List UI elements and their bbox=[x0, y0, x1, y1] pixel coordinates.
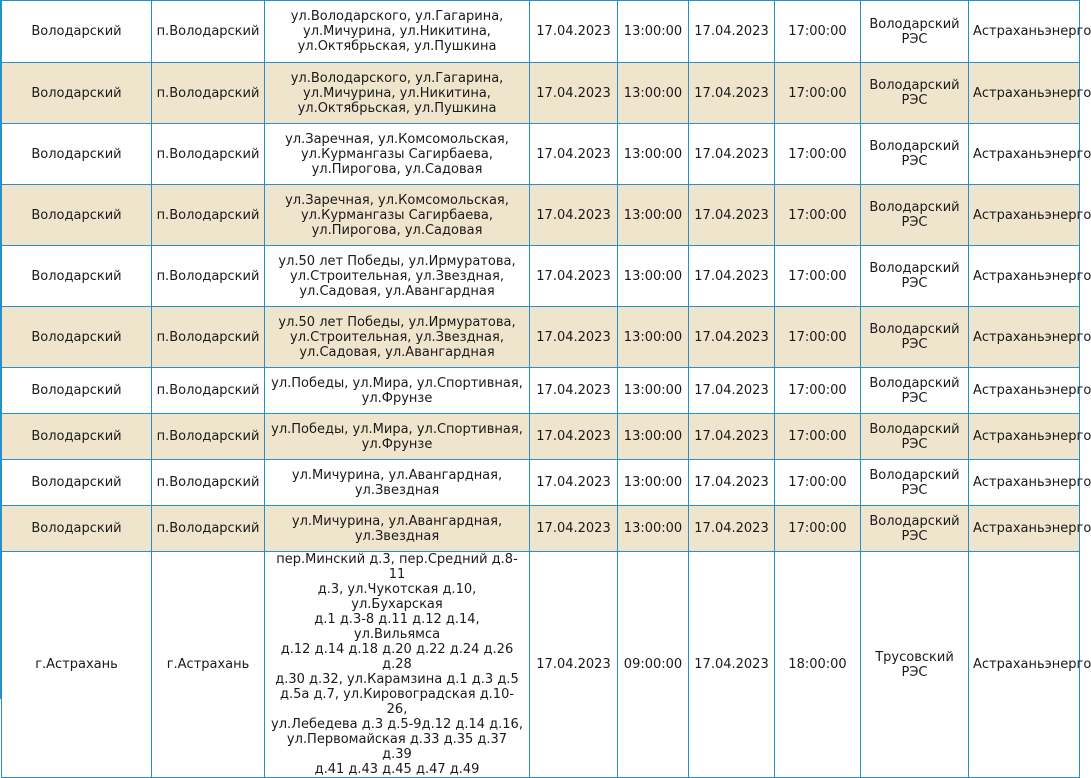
branch-line: Володарский bbox=[869, 467, 960, 483]
streets-line: д.30 д.32, ул.Карамзина д.1 д.3 д.5 bbox=[275, 672, 519, 687]
branch-line: Володарский bbox=[869, 322, 960, 337]
start-time-cell: 13:00:00 bbox=[618, 246, 689, 307]
organization-cell: Астраханьэнерго bbox=[969, 414, 1080, 460]
organization-cell: Астраханьэнерго bbox=[969, 307, 1080, 368]
end-date-cell: 17.04.2023 bbox=[689, 307, 775, 368]
end-time-cell: 17:00:00 bbox=[775, 185, 861, 246]
start-date-cell: 17.04.2023 bbox=[530, 506, 618, 552]
district-cell: Володарский bbox=[2, 506, 152, 552]
end-date-cell: 17.04.2023 bbox=[689, 246, 775, 307]
locality-cell: п.Володарский bbox=[152, 63, 265, 124]
streets-line: ул.Володарского, ул.Гагарина, bbox=[290, 9, 504, 24]
streets-cell bbox=[265, 63, 530, 124]
branch-line: РЭС bbox=[901, 436, 928, 452]
streets-line: ул.Курмангазы Сагирбаева, bbox=[300, 146, 493, 162]
organization-cell: Астраханьэнерго bbox=[969, 368, 1080, 414]
streets-line: д.12 д.14 д.18 д.20 д.22 д.24 д.26 д.28 bbox=[280, 642, 514, 672]
streets-cell bbox=[265, 185, 530, 246]
start-date-cell: 17.04.2023 bbox=[530, 185, 618, 246]
branch-line: РЭС bbox=[901, 215, 928, 230]
streets-line: д.1 д.3-8 д.11 д.12 д.14, ул.Вильямса bbox=[314, 612, 480, 642]
start-date-cell: 17.04.2023 bbox=[530, 307, 618, 368]
locality-cell: п.Володарский bbox=[152, 307, 265, 368]
table-row bbox=[2, 124, 1080, 185]
locality-cell: п.Володарский bbox=[152, 246, 265, 307]
district-cell: Володарский bbox=[2, 246, 152, 307]
branch-line: Володарский bbox=[869, 261, 960, 276]
end-time-cell: 17:00:00 bbox=[775, 414, 861, 460]
streets-line: ул.Фрунзе bbox=[361, 390, 433, 406]
branch-line: Володарский bbox=[869, 16, 960, 32]
streets-line: ул.Заречная, ул.Комсомольская, bbox=[285, 192, 509, 208]
end-time-cell: 17:00:00 bbox=[775, 368, 861, 414]
table-row bbox=[2, 246, 1080, 307]
start-time-cell: 13:00:00 bbox=[618, 124, 689, 185]
locality-cell: г.Астрахань bbox=[152, 552, 265, 778]
streets-line: ул.Победы, ул.Мира, ул.Спортивная, bbox=[271, 421, 523, 437]
branch-line: Володарский bbox=[869, 78, 960, 93]
start-date-cell: 17.04.2023 bbox=[530, 1, 618, 63]
end-date-cell: 17.04.2023 bbox=[689, 185, 775, 246]
start-time-cell: 13:00:00 bbox=[618, 1, 689, 63]
district-cell: Володарский bbox=[2, 63, 152, 124]
streets-line: ул.Мичурина, ул.Никитина, bbox=[303, 24, 491, 39]
locality-cell: п.Володарский bbox=[152, 1, 265, 63]
table-row bbox=[2, 460, 1080, 506]
streets-line: д.3, ул.Чукотская д.10, ул.Бухарская bbox=[317, 582, 477, 612]
branch-cell bbox=[861, 63, 969, 124]
end-time-cell: 17:00:00 bbox=[775, 1, 861, 63]
streets-line: ул.Строительная, ул.Звездная, bbox=[290, 268, 504, 284]
district-cell: г.Астрахань bbox=[2, 552, 152, 778]
start-date-cell: 17.04.2023 bbox=[530, 246, 618, 307]
streets-line: ул.Звездная bbox=[354, 482, 440, 498]
organization-cell: Астраханьэнерго bbox=[969, 185, 1080, 246]
table-row bbox=[2, 414, 1080, 460]
start-date-cell: 17.04.2023 bbox=[530, 414, 618, 460]
streets-line: ул.Пирогова, ул.Садовая bbox=[311, 161, 483, 177]
streets-line: д.41 д.43 д.45 д.47 д.49 bbox=[314, 762, 480, 777]
end-time-cell: 17:00:00 bbox=[775, 506, 861, 552]
branch-cell bbox=[861, 124, 969, 185]
end-date-cell: 17.04.2023 bbox=[689, 1, 775, 63]
end-time-cell: 17:00:00 bbox=[775, 63, 861, 124]
start-date-cell: 17.04.2023 bbox=[530, 552, 618, 778]
locality-cell: п.Володарский bbox=[152, 185, 265, 246]
streets-cell bbox=[265, 246, 530, 307]
branch-line: РЭС bbox=[901, 31, 928, 47]
district-cell: Володарский bbox=[2, 368, 152, 414]
streets-line: ул.Володарского, ул.Гагарина, bbox=[290, 70, 504, 86]
end-date-cell: 17.04.2023 bbox=[689, 124, 775, 185]
streets-cell bbox=[265, 307, 530, 368]
branch-line: Володарский bbox=[869, 139, 960, 154]
streets-cell bbox=[265, 506, 530, 552]
branch-line: Володарский bbox=[869, 200, 960, 215]
end-time-cell: 17:00:00 bbox=[775, 124, 861, 185]
district-cell: Володарский bbox=[2, 185, 152, 246]
branch-cell bbox=[861, 246, 969, 307]
streets-line: ул.Мичурина, ул.Никитина, bbox=[303, 85, 491, 101]
streets-line: ул.Курмангазы Сагирбаева, bbox=[300, 207, 493, 223]
streets-line: ул.Победы, ул.Мира, ул.Спортивная, bbox=[271, 375, 523, 391]
locality-cell: п.Володарский bbox=[152, 368, 265, 414]
district-cell: Володарский bbox=[2, 124, 152, 185]
start-time-cell: 13:00:00 bbox=[618, 460, 689, 506]
end-date-cell: 17.04.2023 bbox=[689, 506, 775, 552]
end-time-cell: 17:00:00 bbox=[775, 307, 861, 368]
branch-line: РЭС bbox=[901, 482, 928, 498]
table-body bbox=[2, 1, 1091, 778]
streets-cell bbox=[265, 552, 530, 778]
streets-line: ул.Звездная bbox=[354, 528, 440, 544]
branch-cell bbox=[861, 414, 969, 460]
streets-line: ул.Садовая, ул.Авангардная bbox=[299, 283, 495, 299]
start-time-cell: 13:00:00 bbox=[618, 307, 689, 368]
start-time-cell: 13:00:00 bbox=[618, 506, 689, 552]
organization-cell: Астраханьэнерго bbox=[969, 506, 1080, 552]
outage-schedule-table bbox=[1, 0, 1091, 778]
locality-cell: п.Володарский bbox=[152, 506, 265, 552]
end-date-cell: 17.04.2023 bbox=[689, 460, 775, 506]
streets-line: ул.Пирогова, ул.Садовая bbox=[311, 222, 483, 238]
branch-line: Володарский bbox=[869, 375, 960, 391]
organization-cell: Астраханьэнерго bbox=[969, 246, 1080, 307]
district-cell: Володарский bbox=[2, 307, 152, 368]
start-time-cell: 13:00:00 bbox=[618, 185, 689, 246]
end-time-cell: 17:00:00 bbox=[775, 460, 861, 506]
table-row bbox=[2, 185, 1080, 246]
start-time-cell: 09:00:00 bbox=[618, 552, 689, 778]
table-row bbox=[2, 506, 1080, 552]
branch-cell bbox=[861, 307, 969, 368]
branch-cell bbox=[861, 1, 969, 63]
end-date-cell: 17.04.2023 bbox=[689, 368, 775, 414]
table-row bbox=[2, 552, 1080, 778]
end-date-cell: 17.04.2023 bbox=[689, 414, 775, 460]
start-date-cell: 17.04.2023 bbox=[530, 368, 618, 414]
table-row bbox=[2, 1, 1080, 63]
start-time-cell: 13:00:00 bbox=[618, 414, 689, 460]
streets-cell bbox=[265, 1, 530, 63]
organization-cell: Астраханьэнерго bbox=[969, 1, 1080, 63]
streets-line: пер.Минский д.3, пер.Средний д.8-11 bbox=[276, 552, 518, 582]
table-row bbox=[2, 307, 1080, 368]
start-date-cell: 17.04.2023 bbox=[530, 63, 618, 124]
end-date-cell: 17.04.2023 bbox=[689, 63, 775, 124]
organization-cell: Астраханьэнерго bbox=[969, 63, 1080, 124]
streets-line: ул.Мичурина, ул.Авангардная, bbox=[291, 467, 503, 483]
start-time-cell: 13:00:00 bbox=[618, 368, 689, 414]
branch-cell bbox=[861, 368, 969, 414]
streets-line: ул.Октябрьская, ул.Пушкина bbox=[297, 39, 497, 54]
streets-cell bbox=[265, 460, 530, 506]
locality-cell: п.Володарский bbox=[152, 460, 265, 506]
streets-cell bbox=[265, 368, 530, 414]
branch-line: РЭС bbox=[901, 664, 928, 680]
start-date-cell: 17.04.2023 bbox=[530, 124, 618, 185]
end-time-cell: 18:00:00 bbox=[775, 552, 861, 778]
district-cell: Володарский bbox=[2, 414, 152, 460]
end-date-cell: 17.04.2023 bbox=[689, 552, 775, 778]
branch-cell bbox=[861, 506, 969, 552]
streets-cell bbox=[265, 414, 530, 460]
branch-line: Володарский bbox=[869, 513, 960, 529]
streets-line: ул.Октябрьская, ул.Пушкина bbox=[297, 100, 497, 116]
branch-line: РЭС bbox=[901, 528, 928, 544]
streets-line: ул.Первомайская д.33 д.35 д.37 д.39 bbox=[286, 732, 508, 762]
district-cell: Володарский bbox=[2, 460, 152, 506]
branch-line: РЭС bbox=[901, 337, 928, 352]
table-row bbox=[2, 368, 1080, 414]
branch-line: РЭС bbox=[901, 276, 928, 291]
start-time-cell: 13:00:00 bbox=[618, 63, 689, 124]
district-cell: Володарский bbox=[2, 1, 152, 63]
organization-cell: Астраханьэнерго bbox=[969, 552, 1080, 778]
table-row bbox=[2, 63, 1080, 124]
start-date-cell: 17.04.2023 bbox=[530, 460, 618, 506]
streets-line: ул.Садовая, ул.Авангардная bbox=[299, 344, 495, 360]
streets-line: ул.50 лет Победы, ул.Ирмуратова, bbox=[278, 314, 516, 330]
end-time-cell: 17:00:00 bbox=[775, 246, 861, 307]
streets-line: ул.Заречная, ул.Комсомольская, bbox=[285, 131, 509, 147]
branch-line: Володарский bbox=[869, 421, 960, 437]
locality-cell: п.Володарский bbox=[152, 414, 265, 460]
streets-line: ул.50 лет Победы, ул.Ирмуратова, bbox=[278, 253, 516, 269]
streets-line: ул.Лебедева д.3 д.5-9д.12 д.14 д.16, bbox=[271, 717, 523, 732]
streets-cell bbox=[265, 124, 530, 185]
branch-line: РЭС bbox=[901, 390, 928, 406]
organization-cell: Астраханьэнерго bbox=[969, 124, 1080, 185]
streets-line: д.5а д.7, ул.Кировоградская д.10-26, bbox=[279, 687, 515, 717]
branch-cell bbox=[861, 185, 969, 246]
branch-line: РЭС bbox=[901, 154, 928, 169]
locality-cell: п.Володарский bbox=[152, 124, 265, 185]
branch-cell bbox=[861, 552, 969, 778]
branch-cell bbox=[861, 460, 969, 506]
branch-line: Трусовский bbox=[875, 649, 954, 665]
streets-line: ул.Фрунзе bbox=[361, 436, 433, 452]
organization-cell: Астраханьэнерго bbox=[969, 460, 1080, 506]
branch-line: РЭС bbox=[901, 93, 928, 108]
streets-line: ул.Мичурина, ул.Авангардная, bbox=[291, 513, 503, 529]
streets-line: ул.Строительная, ул.Звездная, bbox=[290, 329, 504, 345]
